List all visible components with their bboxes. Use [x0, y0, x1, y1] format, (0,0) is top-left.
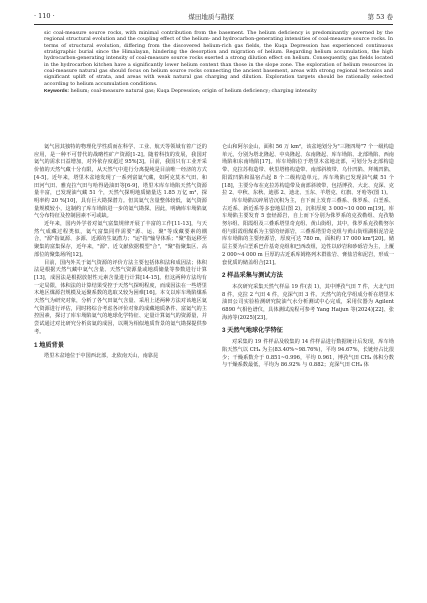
- section-1-heading: 1 地质背景: [34, 341, 64, 349]
- intro-paragraph-3: 目前，国内外关于氦气资源的评价方法主要包括体积法和成因法；体积法是根据天然气藏中氦气含量、天然气资源量或地质储量等参数进行计算[13]，成因法是根据放射性元素含量进行计算[14-15]。但这两种方法均有一定局限，体积法的计算结果受控于天然气探明程度，而成因法在一些塔里木地区煤源岩规模及运聚系数的选取又较为困难[16]。本文以库车坳陷煤系天然气为研究对象，分析了各气田氦气含量、采用上述两种方法对该地区氦气资源进行评估，同时将综合考虑各评价对象的成藏地质条件、富氦气的主控因素，探讨了库车坳陷氦气的地球化学特征、定量计算氦气的资源量，并尝试通过对比研究分析贫氦的成因，以期为相似地质背景的氦气勘探提供参考。: [34, 259, 207, 335]
- keywords-line: [44, 88, 393, 95]
- geology-paragraph-2: 库车坳陷以碎屑岩沉积为主，自下而上发育三叠系、侏罗系、白垩系、古近系、新近系等多套地层(图 2)，沉积厚度 3 000~10 000 m[19]。库车坳陷主要发育 5 套烃源岩，自上而下分别为侏罗系的克孜勒组、克孜勒努尔组、阳霞组及三叠系塔里奇克组、黄山街组，其中，侏罗系克孜勒努尔组与阳霞组煤系为主要的烃源岩，三叠系塔里奇克组与黄山街组湖相泥岩是库车坳陷的主要烃源岩，厚度可达 780 m，面积约 17 000 km²[20]。储层主要为白垩系巴什基奇克组和巴西改组，边性以砂岩和砂砾岩为主，上覆 2 000~4 000 m 巨厚的古近系库姆格列木群盐岩、膏盐岩和泥岩，形成一套优质的储盖组合[21]。: [222, 197, 394, 266]
- geochem-paragraph: 对采集的 19 件样品及收集的 14 件样品进行数据统计后发现，库车坳陷天然气以 CH₄ 为主(83.40%~98.76%)，平均 94.67%，长链烃占比很少；干燥系数介于 0.851~0.996，平均 0.961，博孜气田 CH₄ 体积分数与干燥系数最低，平均为 86.92% 与 0.882；克深气田 CH₄ 体: [222, 339, 394, 369]
- right-column: [222, 144, 394, 370]
- journal-name: 煤田地质与勘探: [188, 12, 234, 21]
- english-abstract: [44, 30, 393, 95]
- keywords-label: Keywords:: [44, 89, 70, 95]
- intro-paragraph-1: 氦气因其独特的物理化学性质而在科学、工业、航天等领域有着广泛的应用，是一种不可替代的战略性矿产资源[1-2]。随着科技的发展，我国对氦气的需求日益增加，对外依存度超过 95%[3]。目前，我国只有工业开采价值的天然气藏十分有限，从天然气中进行分离提纯是目前唯一经济的方式[4-5]。近年来，塔里木盆地发现了一系列富氦气藏，如阿克莫木气田、和田河气田、雅克拉气田与哈得逊油田等[6-9]，塔里木库车坳陷天然气资源量丰富，已发现油气藏 51 个，天然气探明地质储量达 1.85 万亿 m³，探明率约 20 %[10]，具有巨大勘探潜力。但其氦气含量整体较低，氦气资源量规模较小，这制约了库车坳陷进一步的氦气勘探。因此，明确库车坳陷氦气分布特征及控制因素不可或缺。: [34, 144, 207, 220]
- abstract-text: sic coal-measure source rocks, with minimal contribution from the basement. The helium deficiency is predominantly governed by the regional structural evolution and the coupling effect of the helium- and hydrocarbon-generating intensities of coal-measure source rocks. In terms of structural evolution, differing from the discovered helium-rich gas fields, the Kuqa Depression has experienced continuous stratigraphic burial since the Himalayan, hindering the desorption and migration of helium. Regarding helium accumulation, the high hydrocarbon-generating intensity of coal-measure source rocks exerted a strong dilution effect on helium. Consequently, gas fields located in the hydrocarbon kitchen have a significantly lower helium content than those in the slope zone. The exploration of helium resources in coal-measure natural gas should focus on helium source rocks connecting the ancient basement, areas with strong regional tectonics and significant uplift of strata, and areas with weak natural gas charging and dilution. Exploration targets should be rationally selected according to helium accumulation conditions.: [44, 30, 393, 87]
- section-2-heading: 2 样品采集与测试方法: [222, 272, 283, 280]
- page-header: [34, 10, 393, 22]
- left-column: [34, 144, 207, 361]
- section-1-paragraph: 塔里木盆地位于中国西北部，北依南天山，南靠昆: [44, 353, 159, 360]
- page-number: · 110 ·: [34, 12, 55, 20]
- keywords-text: helium; coal-measure natural gas; Kuqa Depression; origin of helium deficiency; charging intensity: [70, 88, 317, 95]
- methods-paragraph: 本次研究采集天然气样品 19 件(表 1)，其中博孜气田 7 件，大北气田 8 件，克拉 2 气田 4 件，克深气田 3 件。天然气的化学组成分析在塔里木油田公司实验检测研究院油气水分析测试中心完成，采用仪器为 Agilent 6890 气相色谱仪，具体测试流程可参考 Yang Haijun 等(2024)[22]、张海涛等(2025)[23]。: [222, 283, 394, 321]
- header-rule: [34, 24, 393, 25]
- geology-paragraph-1: 仑山和阿尔金山，面积 56 万 km²，该盆地划分为"三隆四坳"7 个一级构造单元，分别为塔北隆起、中央隆起、东南隆起、库车坳陷、北部坳陷、西南坳陷和东南坳陷[17]。库车坳陷位于塔里木盆地北部，可划分为北部构造带、克拉苏构造带、秋里塔格构造带、南部斜坡带、乌什凹陷、拜城凹陷、阳霞凹陷和温宿凸起 8 个二级构造单元。库车坳陷已发现油气藏 51 个[18]，主要分布在克拉苏构造带及南部斜坡带，包括博孜、大北、克深、克拉 2、中秋、东秋、迪那 2、迪北、玉东、羊塔克、红旗、牙哈等(图 1)。: [222, 144, 394, 197]
- volume-number: 第 53 卷: [367, 12, 393, 21]
- section-3-heading: 3 天然气地球化学特征: [222, 327, 283, 335]
- intro-paragraph-2: 近年来，国内外学者对氦气富集规律开展了丰富的工作[11-13]，与天然气成藏过程类似，氦气富集同样需要"源、运、聚"等成藏要素的耦合，"源"指氦源、多源、近源的生氦潜力；"运"指"输导体系；"聚"指运移至聚集的富集保存，近年来，"源"、近文献依据模型"合"，"聚"指聚集区、高部位的聚集场所[12]。: [34, 221, 207, 258]
